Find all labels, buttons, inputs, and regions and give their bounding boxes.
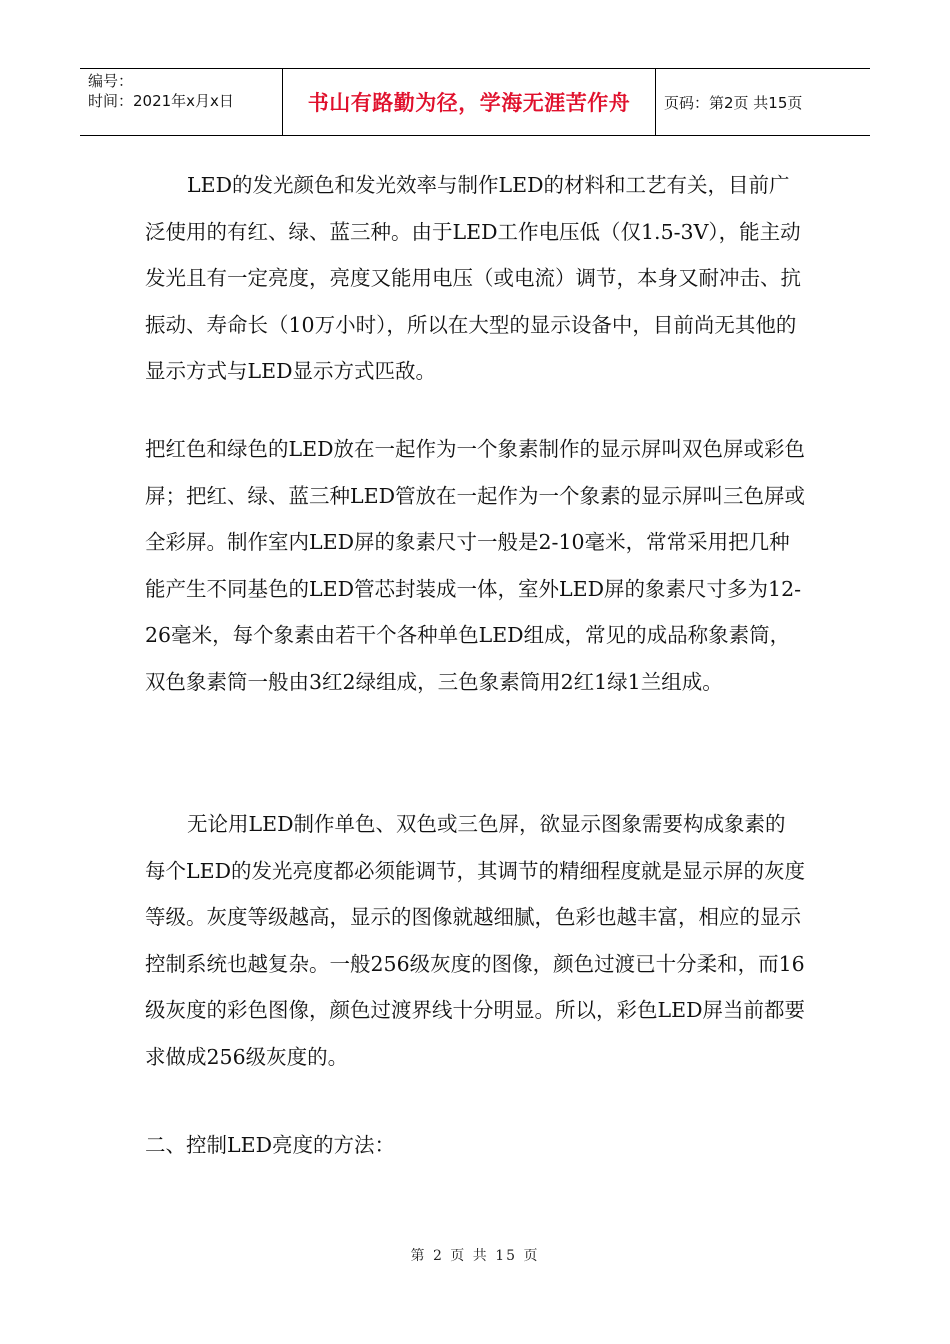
document-date-label: 时间：2021年x月x日 [88,92,234,110]
document-number-label: 编号： [88,72,134,90]
page-footer: 第 2 页 共 15 页 [410,1248,540,1264]
page-header [80,68,870,136]
section-heading: 二、控制LED亮度的方法： [145,1133,396,1157]
header-motto: 书山有路勤为径，学海无涯苦作舟 [283,69,656,135]
header-page-info: 页码：第2页 共15页 [664,93,803,112]
paragraph-3: 无论用LED制作单色、双色或三色屏，欲显示图象需要构成象素的每个LED的发光亮度都必须能调节，其调节的精细程度就是显示屏的灰度等级。灰度等级越高，显示的图像就越细腻，色彩也越丰富，相应的显示控制系统也越复杂。一般256级灰度的图像，颜色过渡已十分柔和，而16级灰度的彩色图像，颜色过渡界线十分明显。所以，彩色LED屏当前都要求做成256级灰度的。 [145,812,806,1069]
header-meta-cell [80,69,283,135]
paragraph-1: LED的发光颜色和发光效率与制作LED的材料和工艺有关，目前广泛使用的有红、绿、蓝三种。由于LED工作电压低（仅1.5-3V），能主动发光且有一定亮度，亮度又能用电压（或电流）调节，本身又耐冲击、抗振动、寿命长（10万小时），所以在大型的显示设备中，目前尚无其他的显示方式与LED显示方式匹敌。 [145,173,801,383]
paragraph-2: 把红色和绿色的LED放在一起作为一个象素制作的显示屏叫双色屏或彩色屏；把红、绿、蓝三种LED管放在一起作为一个象素的显示屏叫三色屏或全彩屏。制作室内LED屏的象素尺寸一般是2-10毫米，常常采用把几种能产生不同基色的LED管芯封装成一体，室外LED屏的象素尺寸多为12-26毫米，每个象素由若干个各种单色LED组成，常见的成品称象素筒，双色象素筒一般由3红2绿组成，三色象素筒用2红1绿1兰组成。 [145,437,806,694]
